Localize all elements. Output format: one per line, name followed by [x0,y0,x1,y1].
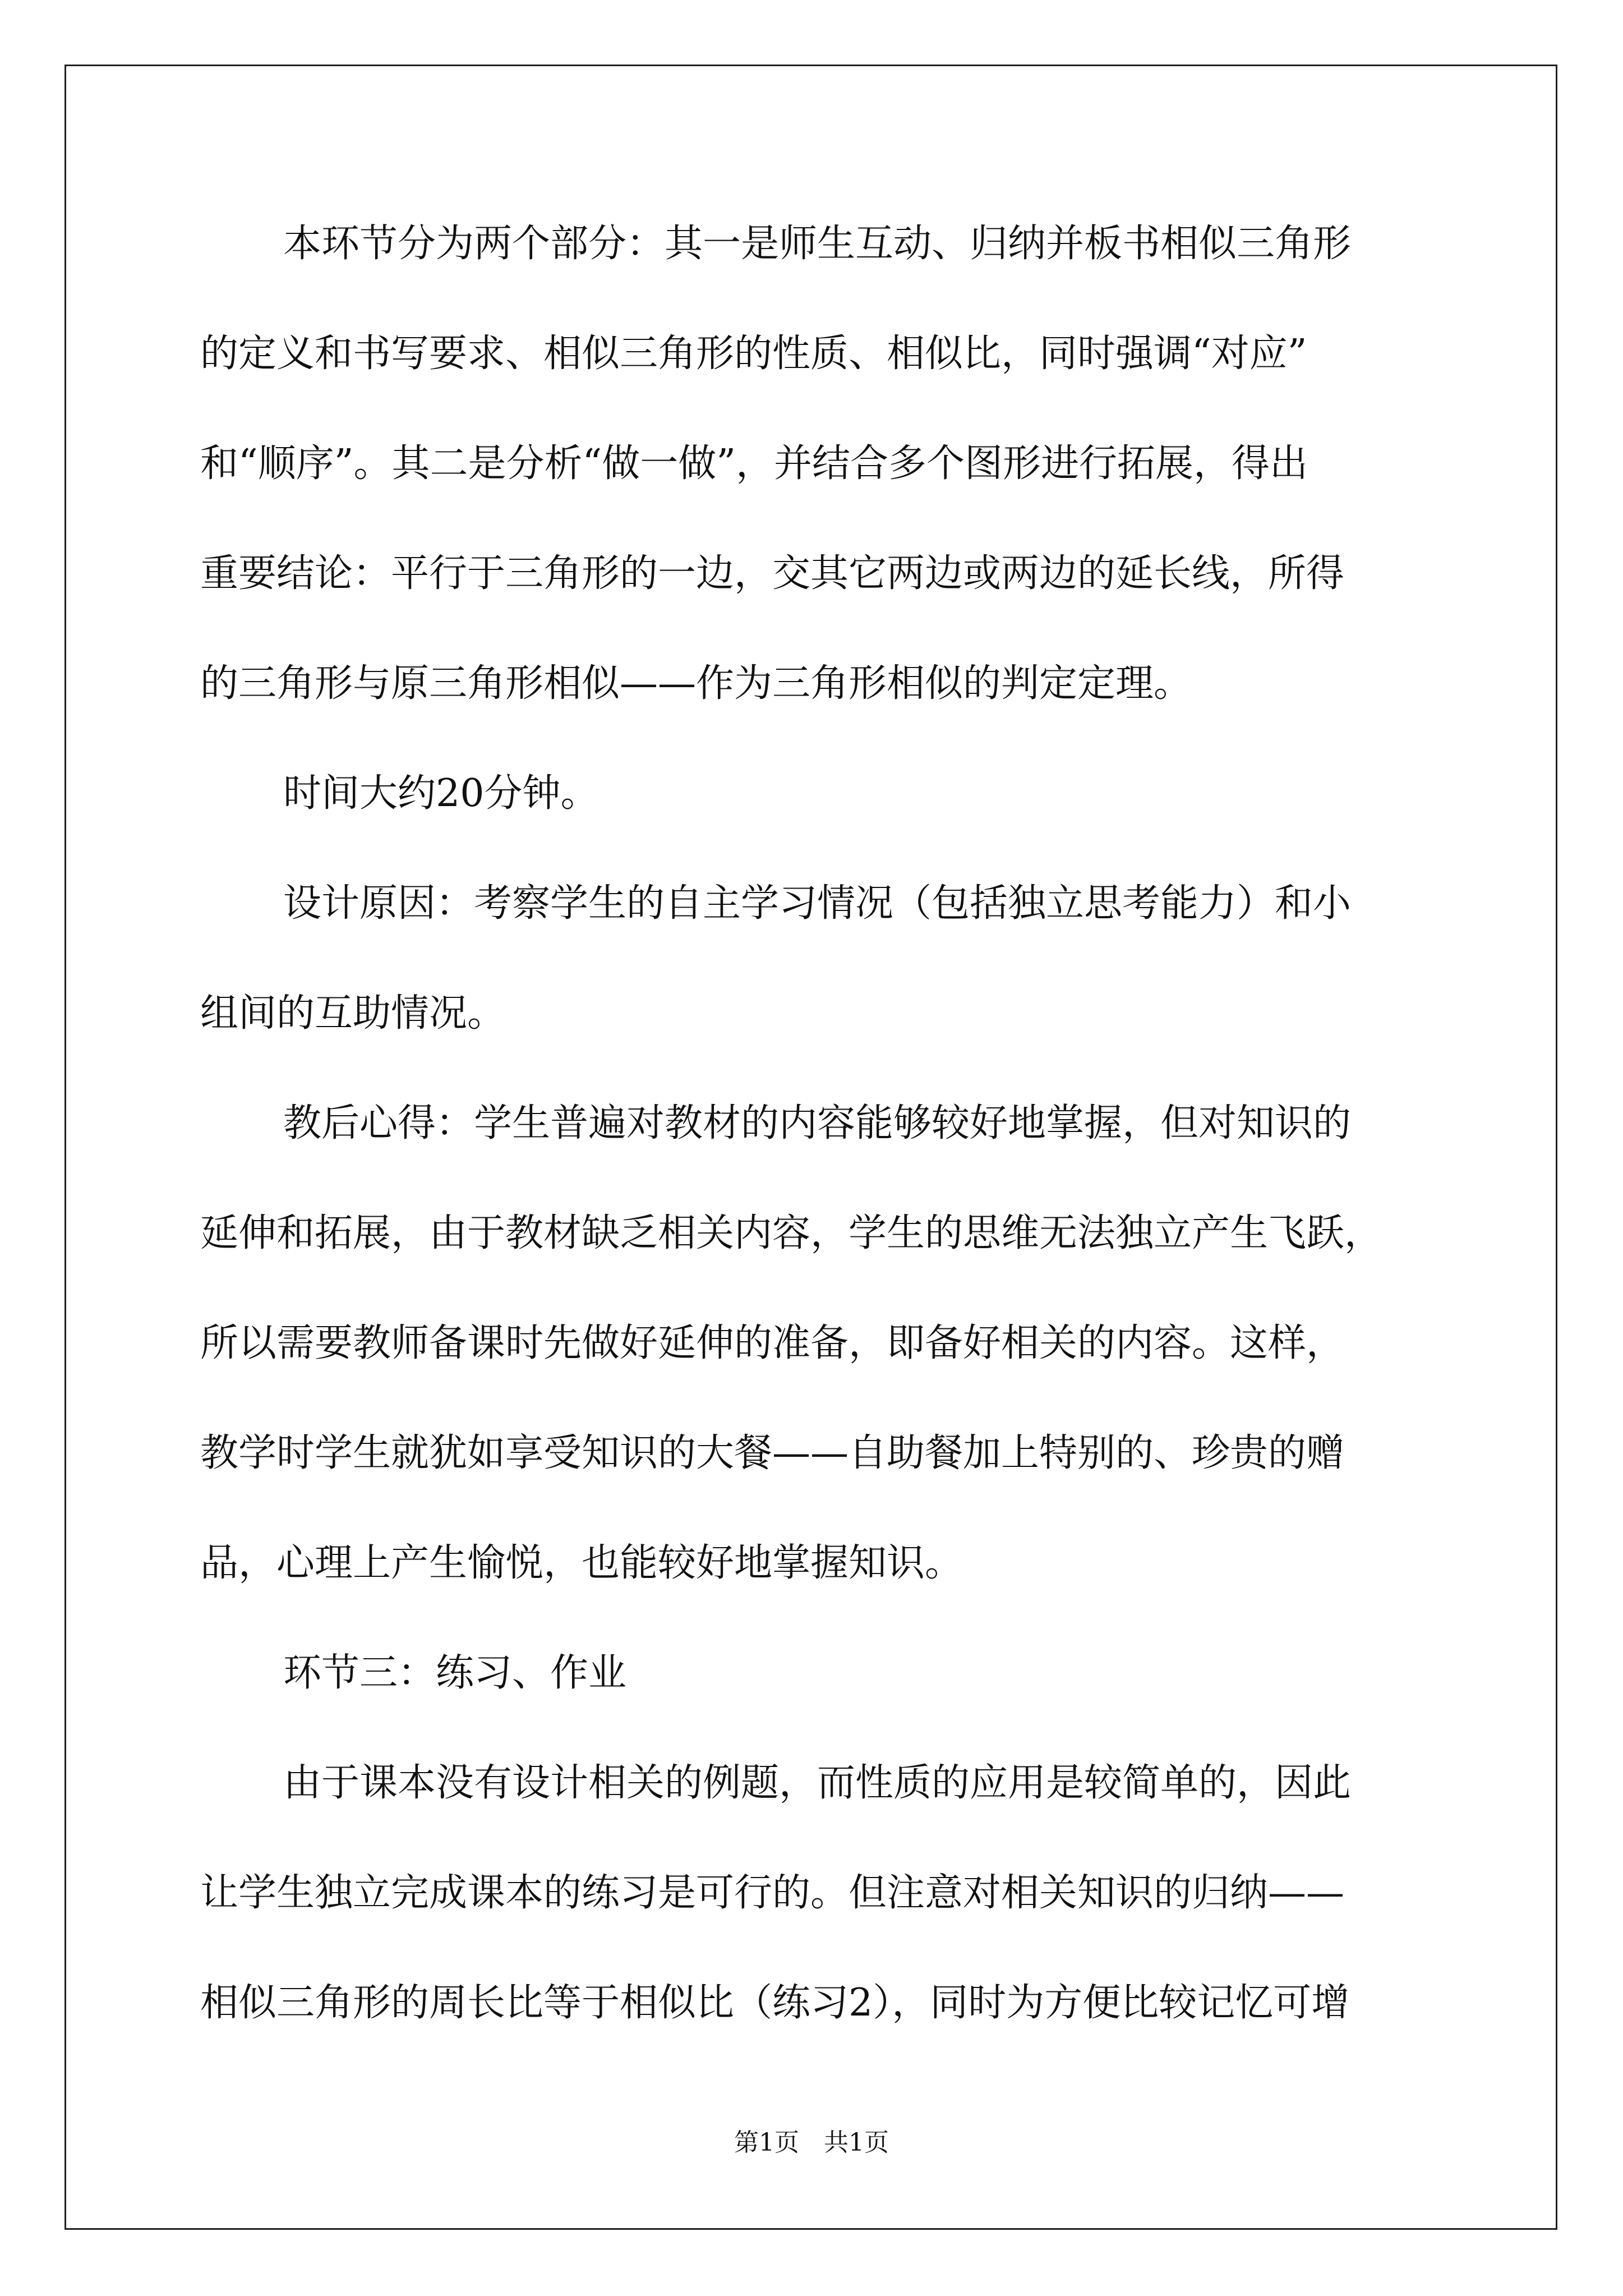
paragraph-1-line-5: 的三角形与原三角形相似——作为三角形相似的判定定理。 [200,661,1192,706]
paragraph-6-line-2: 让学生独立完成课本的练习是可行的。但注意对相关知识的归纳—— [200,1871,1345,1915]
paragraph-1-line-4: 重要结论：平行于三角形的一边，交其它两边或两边的延长线，所得 [200,551,1345,596]
paragraph-4-line-2: 延伸和拓展，由于教材缺乏相关内容，学生的思维无法独立产生飞跃， [200,1211,1383,1255]
page-number-footer: 第1页 共1页 [734,2128,889,2157]
paragraph-4-line-5: 品，心理上产生愉悦，也能较好地掌握知识。 [200,1541,963,1585]
paragraph-1-line-1: 本环节分为两个部分：其一是师生互动、归纳并板书相似三角形 [283,222,1352,266]
paragraph-2-line-1: 时间大约20分钟。 [283,771,599,816]
paragraph-4-line-1: 教后心得：学生普遍对教材的内容能够较好地掌握，但对知识的 [283,1101,1352,1145]
paragraph-6-line-3: 相似三角形的周长比等于相似比（练习2），同时为方便比较记忆可增 [200,1981,1350,2025]
paragraph-3-line-1: 设计原因：考察学生的自主学习情况（包括独立思考能力）和小 [283,881,1352,926]
paragraph-3-line-2: 组间的互助情况。 [200,991,506,1036]
paragraph-1-line-3: 和“顺序”。其二是分析“做一做”，并结合多个图形进行拓展，得出 [200,441,1308,486]
paragraph-4-line-3: 所以需要教师备课时先做好延伸的准备，即备好相关的内容。这样， [200,1321,1345,1365]
paragraph-6-line-1: 由于课本没有设计相关的例题，而性质的应用是较简单的，因此 [283,1761,1352,1805]
section-heading: 环节三：练习、作业 [283,1651,627,1695]
paragraph-4-line-4: 教学时学生就犹如享受知识的大餐——自助餐加上特别的、珍贵的赠 [200,1431,1345,1475]
paragraph-1-line-2: 的定义和书写要求、相似三角形的性质、相似比，同时强调“对应” [200,332,1307,376]
